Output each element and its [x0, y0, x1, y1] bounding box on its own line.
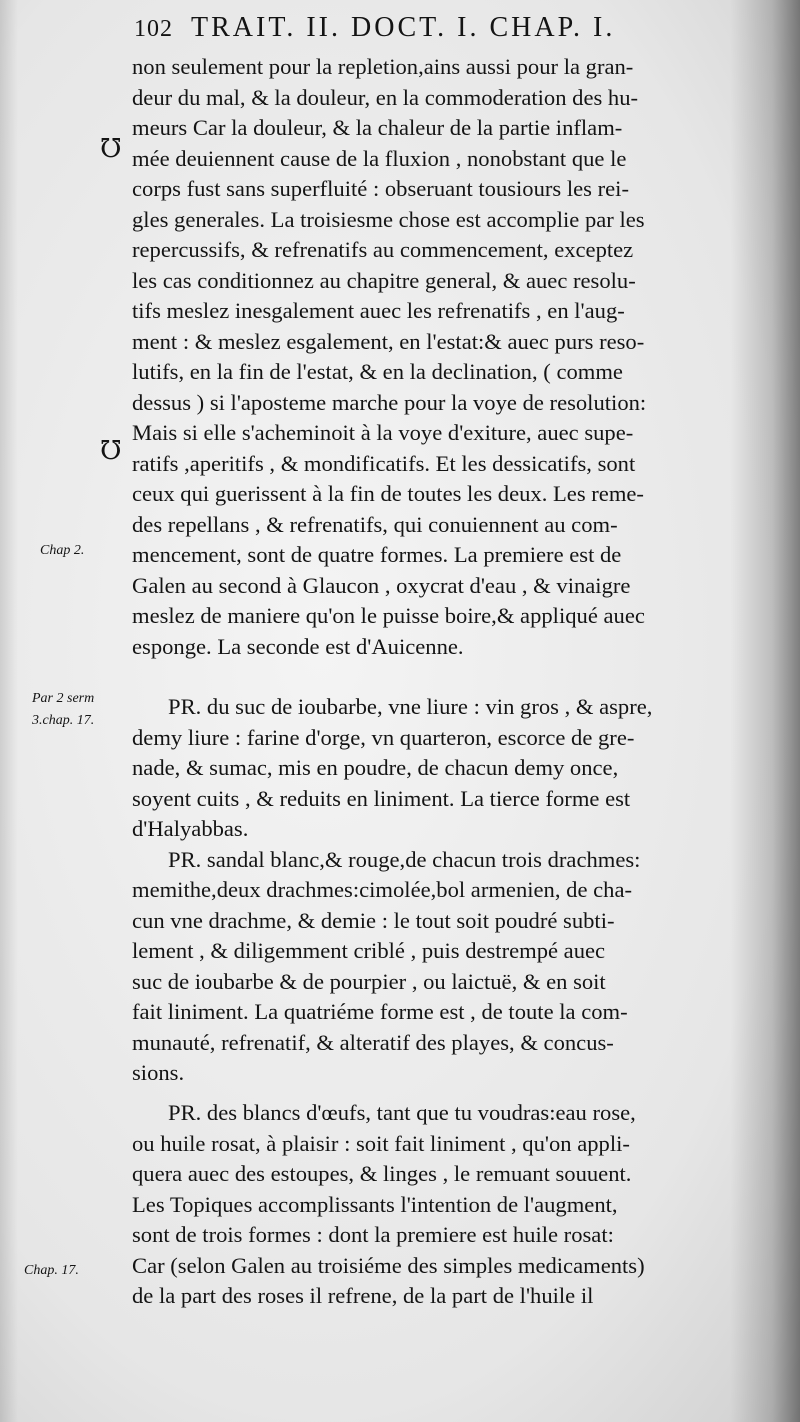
text-line: PR. des blancs d'œufs, tant que tu voudras:eau rose,: [168, 1100, 636, 1125]
text-line: fait liniment. La quatriéme forme est , de toute la com-: [132, 999, 628, 1024]
margin-note-serm: Par 2 serm: [32, 691, 95, 706]
text-line: sont de trois formes : dont la premiere est huile rosat:: [132, 1222, 614, 1247]
text-line: munauté, refrenatif, & alteratif des playes, & concus-: [132, 1029, 614, 1055]
page-number: 102: [134, 16, 173, 42]
text-line: deur du mal, & la douleur, en la commoderation des hu-: [132, 84, 639, 110]
text-line: de la part des roses il refrene, de la part de l'huile il: [132, 1283, 594, 1308]
text-line: repercussifs, & refrenatifs au commencement, exceptez: [132, 237, 634, 262]
text-line: quera auec des estoupes, & linges , le remuant souuent.: [132, 1161, 632, 1186]
text-line: memithe,deux drachmes:cimolée,bol armenien, de cha-: [132, 877, 632, 902]
text-line: ou huile rosat, à plaisir : soit fait liniment , qu'on appli-: [132, 1130, 630, 1156]
page-edge-shadow: [0, 0, 18, 1422]
text-line: esponge. La seconde est d'Auicenne.: [132, 633, 464, 659]
margin-note-chap-17: Chap. 17.: [24, 1263, 79, 1278]
text-line: Galen au second à Glaucon , oxycrat d'eau , & vinaigre: [132, 572, 631, 598]
text-line: sions.: [132, 1060, 185, 1085]
text-line: ment : & meslez esgalement, en l'estat:& auec purs reso-: [132, 328, 645, 354]
text-line: nade, & sumac, mis en poudre, de chacun demy once,: [132, 755, 619, 780]
text-line: ceux qui guerissent à la fin de toutes les deux. Les reme-: [132, 481, 644, 506]
page-header: [134, 12, 734, 48]
text-line: des repellans , & refrenatifs, qui conuiennent au com-: [132, 511, 618, 537]
text-line: gles generales. La troisiesme chose est accomplie par les: [132, 206, 645, 232]
text-line: tifs meslez inesgalement auec les refrenatifs , en l'aug-: [132, 298, 625, 323]
text-line: cun vne drachme, & demie : le tout soit poudré subti-: [132, 907, 615, 933]
text-line: lement , & diligemment criblé , puis destrempé auec: [132, 938, 606, 963]
text-line: suc de ioubarbe & de pourpier , ou laictuë, & en soit: [132, 968, 606, 994]
text-line: Les Topiques accomplissants l'intention de l'augment,: [132, 1191, 618, 1217]
text-line: PR. du suc de ioubarbe, vne liure : vin gros , & aspre,: [168, 694, 653, 719]
text-line: meurs Car la douleur, & la chaleur de la partie inflam-: [132, 115, 623, 140]
paragraph-mark-icon: ℧: [100, 436, 122, 466]
body-text: [132, 52, 750, 1412]
text-line: PR. sandal blanc,& rouge,de chacun trois drachmes:: [168, 846, 641, 872]
text-line: corps fust sans superfluité : obseruant tousiours les rei-: [132, 176, 629, 201]
text-line: les cas conditionnez au chapitre general, & auec resolu-: [132, 267, 636, 293]
text-line: non seulement pour la repletion,ains aussi pour la gran-: [132, 54, 634, 79]
running-head: TRAIT. II. DOCT. I. CHAP. I.: [191, 12, 616, 43]
text-line: mencement, sont de quatre formes. La premiere est de: [132, 542, 622, 567]
paragraph-mark-icon: ℧: [100, 134, 122, 164]
margin-note-chap-2: Chap 2.: [40, 543, 85, 558]
text-line: mée deuiennent cause de la fluxion , nonobstant que le: [132, 145, 627, 171]
text-line: lutifs, en la fin de l'estat, & en la declination, ( comme: [132, 359, 623, 384]
text-line: meslez de maniere qu'on le puisse boire,& appliqué auec: [132, 603, 645, 628]
text-line: demy liure : farine d'orge, vn quarteron, escorce de gre-: [132, 724, 635, 750]
margin-note-chap-17a: 3.chap. 17.: [32, 713, 95, 728]
text-line: dessus ) si l'aposteme marche pour la voye de resolution:: [132, 389, 647, 415]
text-line: soyent cuits , & reduits en liniment. La tierce forme est: [132, 785, 631, 811]
text-line: Car (selon Galen au troisiéme des simples medicaments): [132, 1252, 645, 1278]
text-line: Mais si elle s'acheminoit à la voye d'exiture, auec supe-: [132, 420, 634, 445]
text-line: d'Halyabbas.: [132, 816, 249, 841]
text-line: ratifs ,aperitifs , & mondificatifs. Et les dessicatifs, sont: [132, 450, 636, 476]
